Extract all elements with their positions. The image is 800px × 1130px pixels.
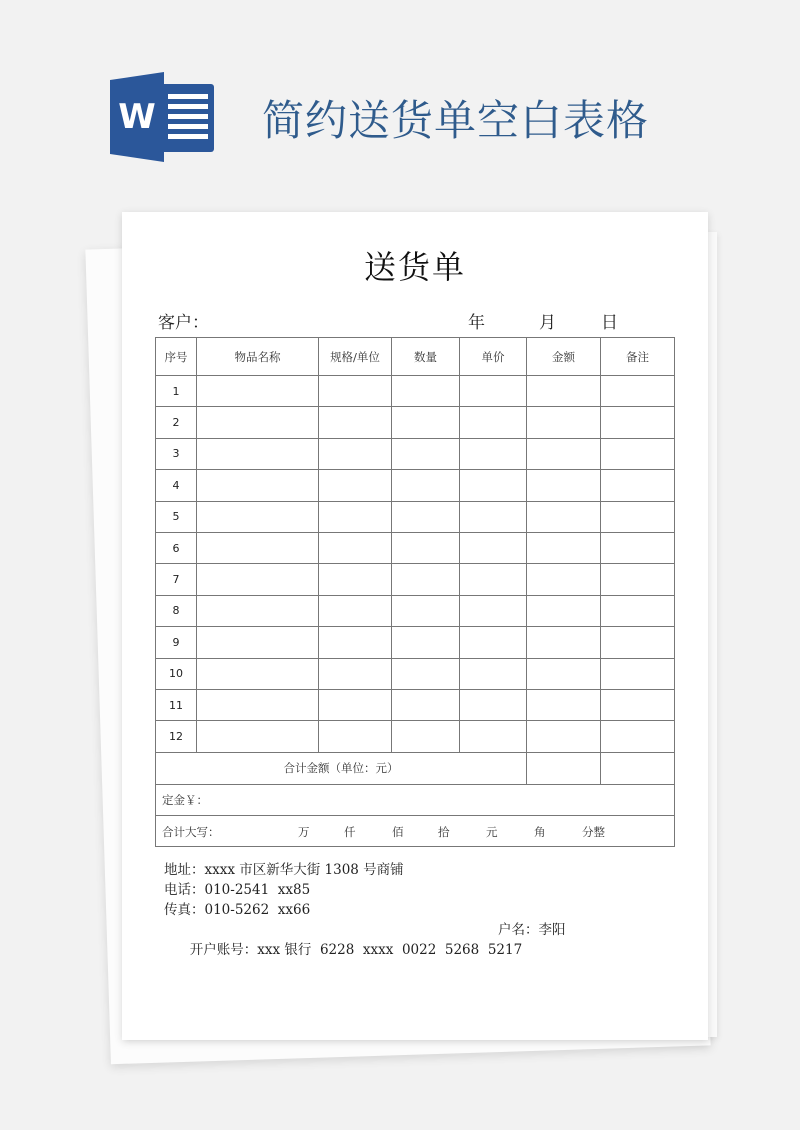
row-number: 11	[156, 689, 197, 720]
header-spec-unit: 规格/单位	[319, 338, 392, 376]
row-number: 7	[156, 564, 197, 595]
cell-item-name[interactable]	[197, 501, 319, 532]
cell-unit-price[interactable]	[460, 407, 527, 438]
date-year-label: 年	[468, 313, 485, 333]
cell-amount[interactable]	[527, 532, 601, 563]
cell-quantity[interactable]	[392, 376, 460, 407]
address-line: 地址：xxxx 市区新华大街 1308 号商铺	[164, 862, 404, 878]
cell-spec-unit[interactable]	[319, 721, 392, 752]
unit-jiao: 角	[534, 824, 546, 839]
table-row	[156, 689, 675, 720]
document-title: 送货单	[363, 248, 466, 286]
cell-quantity[interactable]	[392, 689, 460, 720]
table-header-row	[156, 338, 675, 376]
cell-remarks[interactable]	[601, 689, 675, 720]
cell-spec-unit[interactable]	[319, 501, 392, 532]
cell-amount[interactable]	[527, 627, 601, 658]
table-row	[156, 376, 675, 407]
cell-quantity[interactable]	[392, 595, 460, 626]
deposit-label[interactable]: 定金￥：	[156, 784, 675, 815]
cell-remarks[interactable]	[601, 407, 675, 438]
deposit-row	[156, 784, 675, 815]
cell-remarks[interactable]	[601, 532, 675, 563]
cell-amount[interactable]	[527, 564, 601, 595]
total-amount-cell[interactable]	[527, 752, 601, 784]
cell-remarks[interactable]	[601, 658, 675, 689]
cell-unit-price[interactable]	[460, 501, 527, 532]
date-day-label: 日	[601, 313, 618, 333]
cell-unit-price[interactable]	[460, 721, 527, 752]
cell-quantity[interactable]	[392, 501, 460, 532]
header-no: 序号	[156, 338, 197, 376]
header-amount: 金额	[527, 338, 601, 376]
unit-qian: 仟	[344, 824, 356, 839]
row-number: 10	[156, 658, 197, 689]
cell-unit-price[interactable]	[460, 470, 527, 501]
cell-item-name[interactable]	[197, 470, 319, 501]
cell-remarks[interactable]	[601, 564, 675, 595]
cell-unit-price[interactable]	[460, 438, 527, 469]
banner-title: 简约送货单空白表格	[262, 96, 650, 145]
customer-label: 客户：	[158, 313, 209, 333]
cell-remarks[interactable]	[601, 721, 675, 752]
cell-item-name[interactable]	[197, 532, 319, 563]
cell-spec-unit[interactable]	[319, 627, 392, 658]
unit-bai: 佰	[392, 824, 404, 839]
cell-amount[interactable]	[527, 438, 601, 469]
total-amount-label: 合计金额（单位：元）	[156, 752, 527, 784]
bank-account-line	[164, 920, 566, 1000]
cell-unit-price[interactable]	[460, 376, 527, 407]
header-quantity: 数量	[392, 338, 460, 376]
cell-quantity[interactable]	[392, 438, 460, 469]
row-number: 12	[156, 721, 197, 752]
fax-line: 传真：010-5262 xx66	[164, 902, 311, 918]
cell-item-name[interactable]	[197, 438, 319, 469]
cell-remarks[interactable]	[601, 627, 675, 658]
account-holder: 户名：李阳	[498, 922, 566, 938]
cell-amount[interactable]	[527, 689, 601, 720]
cell-remarks[interactable]	[601, 595, 675, 626]
table-row	[156, 438, 675, 469]
cell-quantity[interactable]	[392, 627, 460, 658]
row-number: 4	[156, 470, 197, 501]
table-row	[156, 564, 675, 595]
cell-remarks[interactable]	[601, 501, 675, 532]
cell-spec-unit[interactable]	[319, 595, 392, 626]
cell-item-name[interactable]	[197, 376, 319, 407]
cell-item-name[interactable]	[197, 658, 319, 689]
row-number: 8	[156, 595, 197, 626]
cell-amount[interactable]	[527, 721, 601, 752]
capital-amount-label: 合计大写：	[162, 824, 220, 839]
cell-remarks[interactable]	[601, 438, 675, 469]
header-item-name: 物品名称	[197, 338, 319, 376]
capital-amount-row	[156, 815, 675, 846]
cell-item-name[interactable]	[197, 407, 319, 438]
table-row	[156, 532, 675, 563]
row-number: 6	[156, 532, 197, 563]
cell-item-name[interactable]	[197, 564, 319, 595]
cell-unit-price[interactable]	[460, 658, 527, 689]
cell-remarks[interactable]	[601, 470, 675, 501]
cell-amount[interactable]	[527, 470, 601, 501]
total-remarks-cell[interactable]	[601, 752, 675, 784]
cell-spec-unit[interactable]	[319, 658, 392, 689]
word-document-icon	[110, 72, 216, 162]
company-info	[164, 860, 566, 1000]
cell-quantity[interactable]	[392, 532, 460, 563]
cell-spec-unit[interactable]	[319, 376, 392, 407]
cell-unit-price[interactable]	[460, 627, 527, 658]
cell-spec-unit[interactable]	[319, 564, 392, 595]
bank-account: 开户账号：xxx 银行 6228 xxxx 0022 5268 5217	[189, 942, 523, 958]
unit-wan: 万	[298, 824, 310, 839]
cell-unit-price[interactable]	[460, 564, 527, 595]
date-month-label: 月	[539, 313, 556, 333]
cell-remarks[interactable]	[601, 376, 675, 407]
phone-line: 电话：010-2541 xx85	[164, 882, 311, 898]
cell-spec-unit[interactable]	[319, 407, 392, 438]
cell-amount[interactable]	[527, 407, 601, 438]
row-number: 2	[156, 407, 197, 438]
cell-unit-price[interactable]	[460, 595, 527, 626]
table-row	[156, 627, 675, 658]
cell-item-name[interactable]	[197, 595, 319, 626]
cell-item-name[interactable]	[197, 689, 319, 720]
delivery-note-page	[122, 212, 708, 1040]
row-number: 5	[156, 501, 197, 532]
row-number: 9	[156, 627, 197, 658]
cell-quantity[interactable]	[392, 470, 460, 501]
cell-unit-price[interactable]	[460, 532, 527, 563]
unit-yuan: 元	[486, 824, 498, 839]
cell-quantity[interactable]	[392, 564, 460, 595]
cell-amount[interactable]	[527, 376, 601, 407]
cell-quantity[interactable]	[392, 658, 460, 689]
cell-quantity[interactable]	[392, 721, 460, 752]
table-row	[156, 658, 675, 689]
table-row	[156, 501, 675, 532]
cell-amount[interactable]	[527, 595, 601, 626]
cell-spec-unit[interactable]	[319, 532, 392, 563]
table-row	[156, 470, 675, 501]
table-row	[156, 407, 675, 438]
delivery-table	[155, 337, 675, 847]
cell-spec-unit[interactable]	[319, 689, 392, 720]
cell-spec-unit[interactable]	[319, 438, 392, 469]
total-row	[156, 752, 675, 784]
header-remarks: 备注	[601, 338, 675, 376]
header-unit-price: 单价	[460, 338, 527, 376]
table-row	[156, 721, 675, 752]
row-number: 1	[156, 376, 197, 407]
unit-fen: 分整	[582, 824, 605, 839]
row-number: 3	[156, 438, 197, 469]
table-row	[156, 595, 675, 626]
capital-amount-cell[interactable]	[156, 815, 675, 846]
cell-unit-price[interactable]	[460, 689, 527, 720]
unit-shi: 拾	[438, 824, 450, 839]
cell-quantity[interactable]	[392, 407, 460, 438]
cell-amount[interactable]	[527, 658, 601, 689]
svg-text:W: W	[118, 97, 156, 137]
cell-spec-unit[interactable]	[319, 470, 392, 501]
cell-item-name[interactable]	[197, 721, 319, 752]
cell-item-name[interactable]	[197, 627, 319, 658]
cell-amount[interactable]	[527, 501, 601, 532]
